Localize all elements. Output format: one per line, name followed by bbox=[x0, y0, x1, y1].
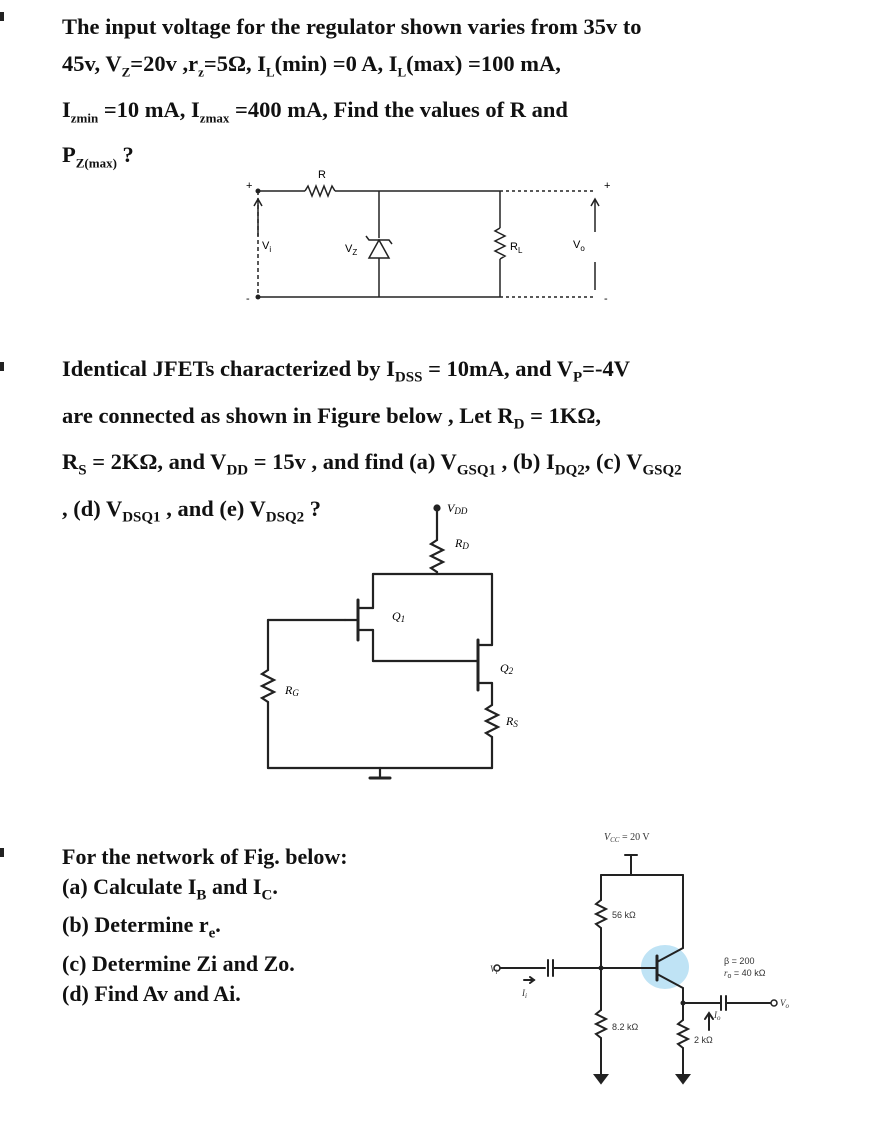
zener-bar bbox=[366, 236, 392, 244]
resistor-rl bbox=[495, 228, 505, 259]
question-2-text bbox=[62, 350, 682, 536]
label-8k2: 8.2 kΩ bbox=[612, 1022, 639, 1032]
resistor-rd bbox=[431, 540, 443, 572]
bjt-collector bbox=[657, 948, 683, 962]
label-rl: $R_L$ bbox=[510, 241, 523, 255]
svg-text:+: + bbox=[246, 180, 253, 192]
label-r: R bbox=[318, 169, 326, 181]
margin-mark bbox=[0, 12, 4, 21]
q2-line-3: $R_S = 2K\Omega$, and $V_{DD} = 15v$ , and find (a) $V_{GSQ1}$ , (b) $I_{DQ2}$, (c) $V_{GSQ2}$ bbox=[62, 449, 682, 479]
ground-1 bbox=[595, 1075, 607, 1083]
q3-line-2: (a) Calculate $I_B$ and $I_C$. bbox=[62, 873, 278, 903]
q2-line-1: Identical JFETs characterized by $I_{DSS} = 10mA$, and $V_P=-4V$ bbox=[62, 356, 630, 386]
label-56k: 56 kΩ bbox=[612, 910, 636, 920]
label-rd: RD bbox=[455, 536, 469, 551]
q3-line-1: For the network of Fig. below: bbox=[62, 844, 348, 869]
svg-text:-: - bbox=[246, 293, 250, 305]
label-ro: $r_o = 40$ kΩ bbox=[724, 968, 766, 980]
question-3-text bbox=[62, 842, 348, 1008]
vo-arrow-head bbox=[591, 199, 599, 206]
zener-diode bbox=[369, 240, 389, 258]
label-ii: $I_i$ bbox=[522, 988, 527, 1000]
ground-2 bbox=[677, 1075, 689, 1083]
margin-mark bbox=[0, 848, 4, 857]
svg-text:+: + bbox=[604, 180, 611, 192]
q1-line-4: $P_{Z(max)}$ ? bbox=[62, 142, 134, 171]
q1-line-1: The input voltage for the regulator shown varies from 35v to bbox=[62, 14, 642, 39]
label-vo: $V_o$ bbox=[780, 998, 789, 1010]
label-vi: $V_i$ bbox=[490, 964, 498, 976]
q3-line-3: (b) Determine $r_e$. bbox=[62, 912, 221, 942]
resistor-rs bbox=[486, 705, 498, 737]
q1-line-3: $I_{zmin} =10$ mA, $I_{zmax} =400$ mA, Find the values of R and bbox=[62, 96, 568, 125]
label-rs: RS bbox=[506, 714, 518, 729]
label-vo: $V_o$ bbox=[573, 239, 585, 253]
q2-line-2: are connected as shown in Figure below , Let $R_D = 1K\Omega$, bbox=[62, 402, 601, 432]
label-io: $I_o$ bbox=[714, 1010, 721, 1022]
label-vz: $V_Z$ bbox=[345, 243, 358, 257]
resistor-2k bbox=[678, 1020, 688, 1048]
transistor-highlight bbox=[641, 945, 689, 989]
label-2k: 2 kΩ bbox=[694, 1035, 713, 1045]
q1-line-2: 45v, $V_Z=20v$ $,r_z=5\Omega$, $I_L(\min) =0$ A, $I_L(\max) =100$ mA, bbox=[62, 51, 561, 80]
label-q2: Q2 bbox=[500, 661, 514, 676]
label-q1: Q1 bbox=[392, 609, 406, 624]
bjt-emitter bbox=[657, 974, 683, 988]
label-beta: β = 200 bbox=[724, 956, 755, 966]
label-rg: RG bbox=[285, 683, 299, 698]
resistor-r bbox=[305, 186, 335, 196]
resistor-8k2 bbox=[596, 1010, 606, 1038]
resistor-rg bbox=[262, 670, 274, 702]
q2-line-4: , (d) $V_{DSQ1}$ , and (e) $V_{DSQ2}$ ? bbox=[62, 495, 321, 525]
q3-line-4: (c) Determine Zi and Zo. bbox=[62, 951, 295, 977]
label-vi: $V_i$ bbox=[262, 240, 272, 254]
q3-line-5: (d) Find Av and Ai. bbox=[62, 980, 241, 1006]
question-1-text bbox=[62, 8, 642, 182]
margin-mark bbox=[0, 362, 4, 371]
label-vcc: $V_{CC} = 20$ V bbox=[604, 832, 650, 844]
resistor-56k bbox=[596, 900, 606, 928]
svg-text:-: - bbox=[604, 293, 608, 305]
label-vdd: VDD bbox=[447, 501, 468, 516]
